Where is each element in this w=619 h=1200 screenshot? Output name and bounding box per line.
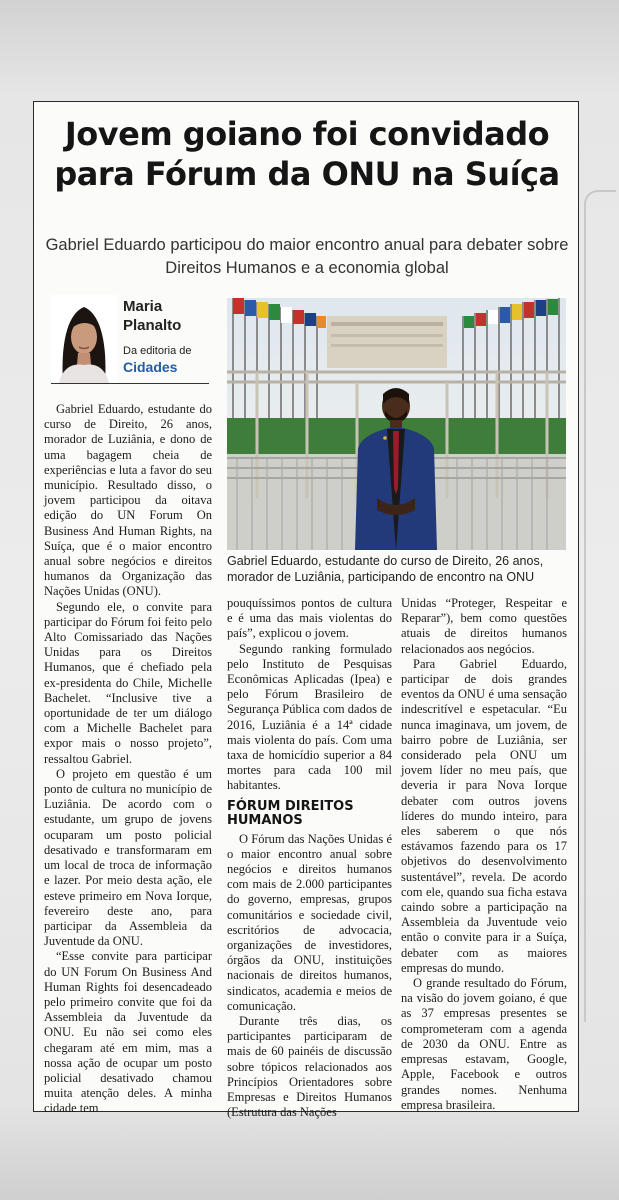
paragraph: O grande resultado do Fórum, na visão do jovem goiano, é que as 37 empresas presentes se comprometeram com a agenda de 2030 da ONU. Entre as empresas estavam, Google, Apple, Facebook e outros grandes nomes. Nenhuma empresa brasileira. (401, 976, 567, 1112)
newspaper-clipping (33, 101, 579, 1120)
section-subhead: FÓRUM DIREITOS HUMANOS (227, 798, 354, 828)
page-edge-decoration (584, 190, 616, 1022)
paragraph: “Esse convite para participar do UN Forum On Business And Human Rights foi desencadeado pelo primeiro convite que foi da Assembleia da Juventude da ONU. Eu não sei como eles chegaram até em mim, mas a nossa ação de ocupar um posto policial desativado chamou muita atenção deles. A minha cidade tem (44, 949, 212, 1116)
headline: Jovem goiano foi convidado para Fórum da ONU na Suíça (54, 115, 560, 193)
author-name: Maria Planalto (123, 298, 182, 334)
author-photo (51, 295, 117, 383)
paragraph: Durante três dias, os participantes participaram de mais de 60 painéis de discussão sobre tópicos relacionados aos Princípios Orientadores sobre Empresas e Direitos Humanos (Estrutura das Nações (227, 1014, 392, 1120)
photo-caption: Gabriel Eduardo, estudante do curso de Direito, 26 anos, morador de Luziânia, participando de encontro na ONU (227, 554, 544, 584)
paragraph: pouquíssimos pontos de cultura e é uma das mais violentas do país”, explicou o jovem. (227, 596, 392, 641)
author-portrait-icon (51, 295, 117, 383)
author-section: Cidades (123, 359, 178, 375)
paragraph: O projeto em questão é um ponto de cultura no município de Luziânia. De acordo com o estudante, um grupo de jovens ocuparam um posto policial desativado e transformaram em um local de troca de informação e lazer. Por meio desta ação, ele esteve primeiro em Nova Iorque, fevereiro deste ano, para participar da Assembleia da Juventude da ONU. (44, 766, 212, 949)
paragraph: Segundo ele, o convite para participar do Fórum foi feito pelo Alto Comissariado das Nações Unidas para os Direitos Humanos, que é chefiado pela ex-presidenta do Chile, Michelle Bachelet. “Inclusive tive a oportunidade de ter um diálogo com a Michelle Bachelet para expor mais o nosso projeto”, ressaltou Gabriel. (44, 599, 212, 766)
paragraph: Para Gabriel Eduardo, participar de dois grandes eventos da ONU é uma sensação indescritível e espetacular. “Eu nunca imaginava, um jovem, de bairro pobre de Luziânia, ser considerado pela ONU um jovem líder no meu país, que deveria ir para Nova Iorque debater com outros jovens líderes do mundo inteiro, para eles saberem o que nós estávamos fazendo para os 17 objetivos do desenvolvimento sustentável”, revela. De acordo com ele, quando sua ficha estava caindo sobre a participação na Assembleia da Juventude veio então o convite para ir a Suíça, debater com as maiores empresas do mundo. (401, 656, 567, 975)
article-photo (227, 298, 566, 550)
text-column-3 (401, 596, 567, 1113)
text-column-1 (44, 402, 212, 1117)
paragraph: Gabriel Eduardo, estudante do curso de Direito, 26 anos, morador de Luziânia, e dono de uma bagagem cheia de experiências e luta a favor do seu município. Resultado disso, o jovem participou da oitava edição do UN Forum On Business And Human Rights, na Suíça, que é o maior encontro anual sobre negócios e direitos humanos da Organização das Nações Unidas (ONU). (44, 402, 212, 599)
paragraph: Unidas “Proteger, Respeitar e Reparar”), bem como questões atuais de direitos humanos relacionados aos negócios. (401, 596, 567, 656)
author-divider (51, 383, 209, 384)
un-plaza-photo-icon (227, 298, 566, 550)
author-role: Da editoria de (123, 345, 192, 357)
author-block (51, 295, 211, 385)
text-column-2 (227, 596, 392, 1121)
paragraph: O Fórum das Nações Unidas é o maior encontro anual sobre negócios e direitos humanos com mais de 2.000 participantes do governo, empresas, grupos comunitários e sociedade civil, escritórios de advocacia, organizações de investidores, órgãos da ONU, instituições nacionais de direitos humanos, sindicatos, academia e meios de comunicação. (227, 831, 392, 1013)
subtitle: Gabriel Eduardo participou do maior encontro anual para debater sobre Direitos Humanos e a economia global (45, 236, 569, 277)
paragraph: Segundo ranking formulado pelo Instituto de Pesquisas Econômicas Aplicadas (Ipea) e pelo Fórum Brasileiro de Segurança Pública com dados de 2016, Luziânia é a 14ª cidade mais violenta do país. Com uma taxa de homicídio superior a 84 mortes para cada 100 mil habitantes. (227, 641, 392, 793)
